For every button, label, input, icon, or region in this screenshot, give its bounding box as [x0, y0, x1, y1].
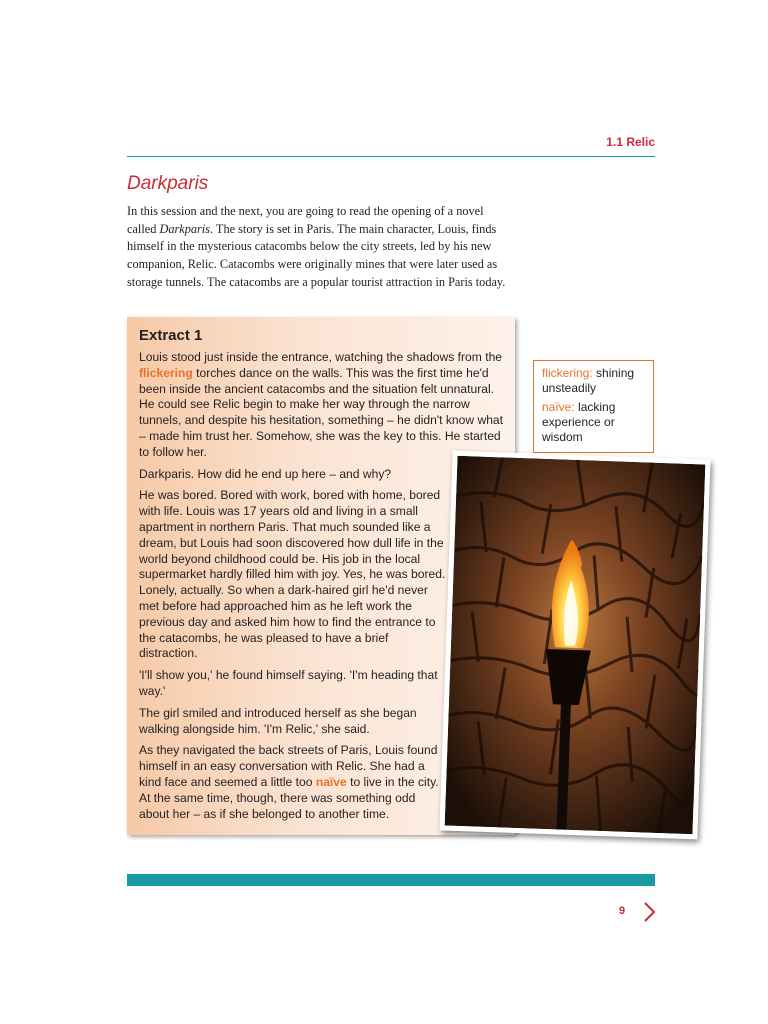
footer-bar — [127, 874, 655, 886]
extract-paragraph-4: 'I'll show you,' he found himself saying. 'I'm heading that way.' — [139, 668, 438, 698]
page-number: 9 — [619, 905, 626, 917]
glossary-term: naïve: — [542, 400, 575, 414]
extract-paragraph-5: The girl smiled and introduced herself as she began walking alongside him. 'I'm Relic,' she said. — [139, 705, 417, 736]
torch-photo-image — [445, 456, 706, 834]
intro-text-before: In this session and the next, you are going to read the opening of a novel called — [127, 204, 484, 236]
glossary-definition: shining unsteadily — [542, 366, 635, 395]
section-title: Darkparis — [127, 173, 209, 194]
section-label: 1.1 Relic — [606, 135, 655, 149]
extract-title: Extract 1 — [139, 327, 203, 344]
extract-paragraph-3: He was bored. Bored with work, bored with home, bored with life. Louis was 17 years old and living in a small apartment in northern Paris. That much sounded like a dream, but Louis had soon discovered how dull life in the world beyond childhood could be. His job in the local supermarket hardly filled him with joy. Yes, he was bored. Lonely, actually. So when a dark-haired girl he'd never met before had approached him as he left work the previous day and asked him how to find the entrance to the catacombs, he was pleased to have a brief distraction. — [139, 488, 446, 661]
glossary-word-flickering: flickering — [139, 365, 193, 380]
chevron-right-icon[interactable] — [642, 901, 658, 923]
extract-paragraph-2: Darkparis. How did he end up here – and why? — [139, 466, 392, 481]
p1-before: Louis stood just inside the entrance, watching the shadows from the — [139, 350, 503, 364]
intro-paragraph — [127, 203, 513, 292]
header-rule — [127, 156, 655, 157]
intro-text-after: . The story is set in Paris. The main character, Louis, finds himself in the mysterious catacombs below the city streets, led by his new companion, Relic. Catacombs were originally mines that were later used as storage tunnels. The catacombs are a popular tourist attraction in Paris today. — [127, 221, 506, 289]
glossary-entry — [542, 366, 645, 396]
p6-before: As they navigated the back streets of Paris, Louis found himself in an easy conversation with Relic. She had a kind face and seemed a little too — [139, 743, 438, 789]
glossary-box — [533, 360, 654, 453]
glossary-term: flickering: — [542, 366, 593, 380]
p6-after: to live in the city. At the same time, though, there was something odd about her – as if she belonged to another time. — [139, 774, 439, 821]
extract-paragraph-6 — [139, 743, 447, 822]
p1-after: torches dance on the walls. This was the first time he'd been inside the ancient catacombs and the situation felt unnatural. He could see Relic begin to make her way through the narrow tunnels, and despite his hesitation, something – he didn't know what – made him trust her. Somehow, she was the key to this. He started to follow her. — [139, 365, 504, 459]
intro-novel-title: Darkparis — [159, 221, 210, 236]
glossary-word-naive: naïve — [315, 774, 347, 789]
extract-paragraph-1 — [139, 350, 503, 461]
glossary-entry — [542, 400, 645, 445]
glossary-definition: lacking experience or wisdom — [542, 400, 616, 444]
torch-photo — [439, 451, 710, 840]
